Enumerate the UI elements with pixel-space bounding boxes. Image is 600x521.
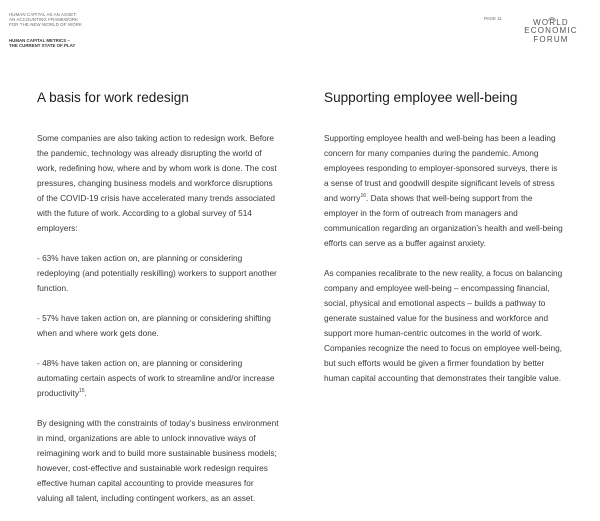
left-column-heading-wrap	[37, 90, 295, 106]
right-body-text	[324, 131, 564, 401]
bullet-paragraph: - 63% have taken action on, are planning or considering redeploying (and potentially reskilling) workers to support another function.	[37, 253, 277, 293]
report-title	[9, 12, 82, 28]
right-heading: Supporting employee well-being	[324, 90, 518, 105]
page-number: PAGE 11	[484, 16, 502, 21]
section-title-line: HUMAN CAPITAL METRICS –	[9, 38, 70, 43]
bullet-paragraph: - 57% have taken action on, are planning or considering shifting when and where work gets done.	[37, 313, 271, 338]
bullet-end: .	[84, 388, 87, 398]
wellbeing-paragraph	[324, 131, 564, 251]
footnote-ref[interactable]: 16	[360, 193, 366, 200]
wef-logo	[522, 19, 580, 44]
closing-paragraph: By designing with the constraints of today’s business environment in mind, organizations are able to unlock innovative ways of reimagining work and to build more sustainable business models; however, cost-effective and sustainable work redesign requires effective human capital accounting to provide measures for valuing all talent, including contingent workers, as an asset.	[37, 418, 279, 503]
left-heading: A basis for work redesign	[37, 90, 189, 105]
report-title-line: HUMAN CAPITAL AS AN ASSET:	[9, 12, 77, 17]
intro-paragraph: Some companies are also taking action to redesign work. Before the pandemic, technology was already disrupting the world of work, redefining how, where and by whom work is done. The cost pressures, changing business models and workforce disruptions of the COVID-19 crisis have accelerated many trends associated with the future of work. According to a global survey of 514 employers:	[37, 133, 277, 233]
section-title	[9, 38, 75, 48]
footnote-ref[interactable]: 15	[78, 388, 85, 395]
logo-line: FORUM	[533, 34, 569, 44]
report-title-line: FOR THE NEW WORLD OF WORK	[9, 22, 82, 28]
report-title-line: AN ACCOUNTING FRAMEWORK	[9, 17, 79, 23]
paragraph-text: . Data shows that well-being support from the employer in the form of outreach from managers and communication regarding an organization’s health and well-being efforts can serve as a buffer against anxiety.	[324, 193, 563, 248]
bullet-paragraph	[37, 356, 280, 401]
paragraph-text: Supporting employee health and well-being has been a leading concern for many companies during the pandemic. Among employees responding to employer-sponsored surveys, there is a sense of trust and goodwill despite significant levels of stress and worry	[324, 133, 558, 203]
logo-line: WORLD	[533, 18, 569, 27]
left-body-text	[37, 131, 280, 521]
bullet-text: - 48% have taken action on, are planning or considering automating certain aspects of work to streamline and/or increase productivity	[37, 358, 275, 398]
recalibrate-paragraph: As companies recalibrate to the new reality, a focus on balancing company and employee well-being – encompassing financial, social, physical and emotional aspects – builds a pathway to generate sustained value for the business and workforce and support more human-centric outcomes in the world of work. Companies recognize the need to focus on employee well-being, but such efforts would be given a firmer foundation by better human capital accounting that demonstrates their tangible value.	[324, 268, 563, 383]
logo-line: ECONOMIC	[524, 26, 578, 36]
section-title-line: THE CURRENT STATE OF PLAY	[9, 43, 76, 49]
right-column-heading-wrap	[324, 90, 582, 106]
